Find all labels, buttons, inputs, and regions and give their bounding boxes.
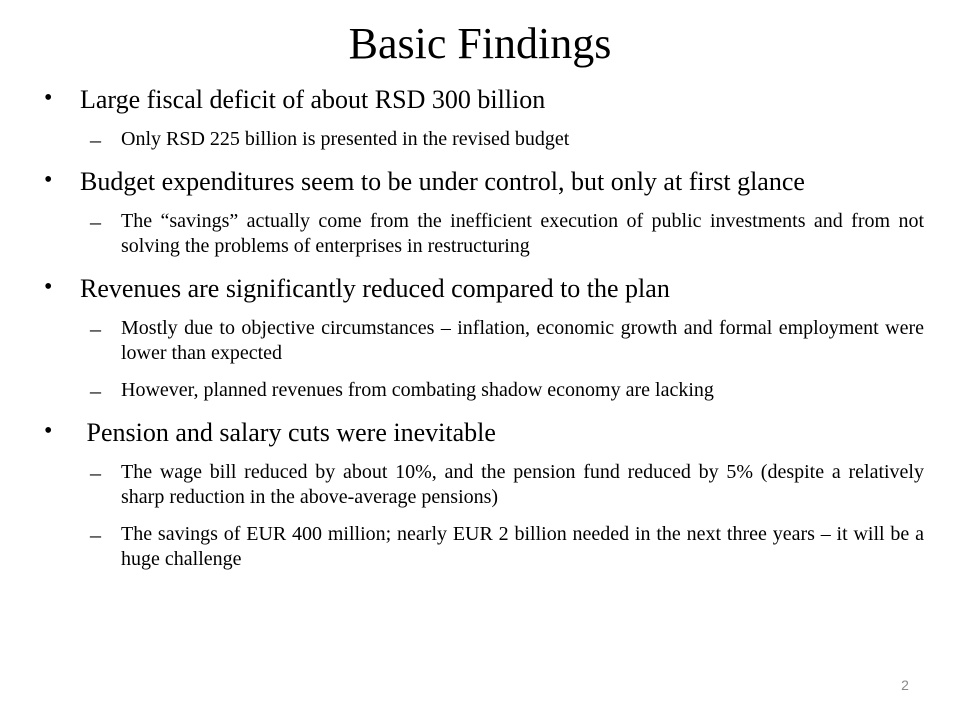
bullet-mark: • xyxy=(44,85,53,111)
bullet-text: Large fiscal deficit of about RSD 300 billion xyxy=(80,85,546,114)
dash-mark: – xyxy=(90,460,101,485)
bullet-mark: • xyxy=(44,167,53,193)
sub-text: Mostly due to objective circumstances – inflation, economic growth and formal employment were lower than expected xyxy=(121,317,924,364)
dash-mark: – xyxy=(90,209,101,234)
sub-item xyxy=(40,522,924,572)
sub-text: The savings of EUR 400 million; nearly EUR 2 billion needed in the next three years – it will be a huge challenge xyxy=(121,523,924,570)
sub-text: However, planned revenues from combating shadow economy are lacking xyxy=(121,379,714,401)
bullet-text: Revenues are significantly reduced compared to the plan xyxy=(80,274,670,303)
slide-title: Basic Findings xyxy=(348,19,612,68)
sub-item xyxy=(40,127,924,152)
bullet-text: Pension and salary cuts were inevitable xyxy=(80,418,496,447)
slide-content xyxy=(40,80,924,572)
sub-text: The wage bill reduced by about 10%, and the pension fund reduced by 5% (despite a relatively sharp reduction in the above-average pensions) xyxy=(121,461,924,508)
sub-text: The “savings” actually come from the inefficient execution of public investments and from not solving the problems of enterprises in restructuring xyxy=(121,210,924,257)
bullet-mark: • xyxy=(44,418,53,444)
bullet-item xyxy=(40,417,924,448)
page-number: 2 xyxy=(901,677,909,693)
bullet-item xyxy=(40,166,924,197)
dash-mark: – xyxy=(90,127,101,152)
dash-mark: – xyxy=(90,522,101,547)
sub-item xyxy=(40,209,924,259)
bullet-mark: • xyxy=(44,274,53,300)
bullet-item xyxy=(40,84,924,115)
sub-item xyxy=(40,316,924,366)
dash-mark: – xyxy=(90,378,101,403)
sub-text: Only RSD 225 billion is presented in the revised budget xyxy=(121,128,570,150)
dash-mark: – xyxy=(90,316,101,341)
bullet-text: Budget expenditures seem to be under control, but only at first glance xyxy=(80,167,805,196)
sub-item xyxy=(40,378,924,403)
sub-item xyxy=(40,460,924,510)
bullet-item xyxy=(40,273,924,304)
